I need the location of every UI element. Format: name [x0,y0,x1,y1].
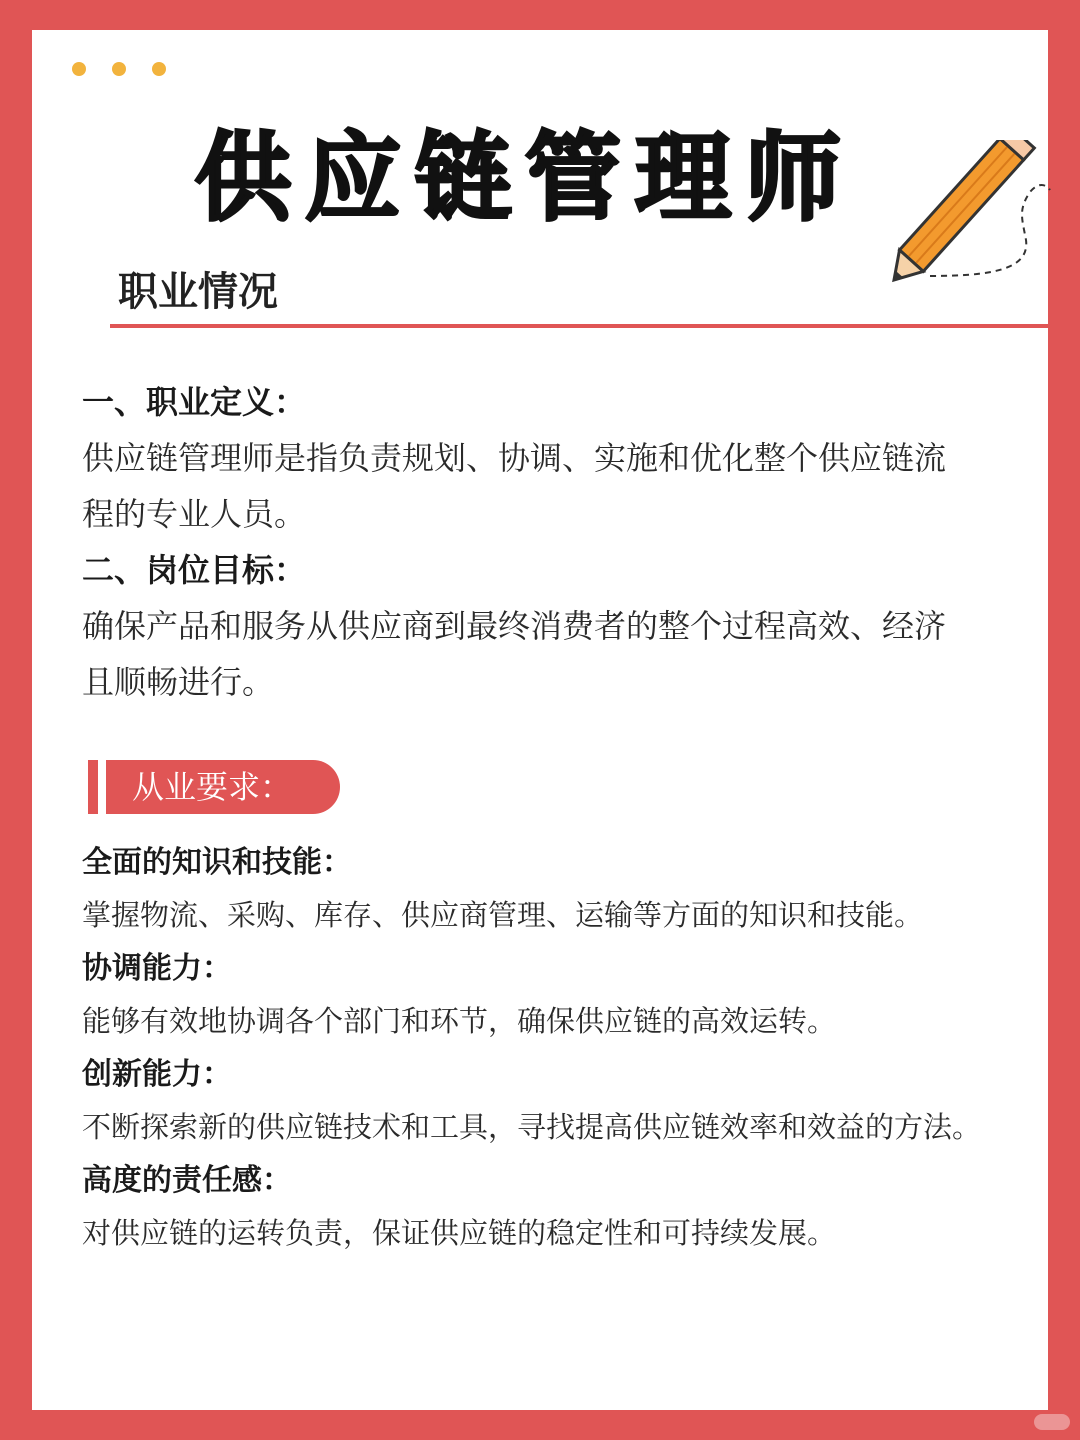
requirements-label: 从业要求： [106,760,340,814]
requirement-heading: 高度的责任感： [82,1163,292,1198]
requirement-heading: 创新能力： [82,1057,232,1092]
watermark-badge [1034,1414,1070,1430]
requirements-section [82,836,1022,1260]
section-heading: 二、岗位目标： [82,551,307,589]
pencil-icon [880,140,1060,300]
requirement-text: 掌握物流、采购、库存、供应商管理、运输等方面的知识和技能。 [82,898,924,932]
section-heading: 一、职业定义： [82,383,307,421]
page-title: 供应链管理师 [195,122,855,234]
section-text: 供应链管理师是指负责规划、协调、实施和优化整个供应链流程的专业人员。 [82,439,947,533]
requirement-text: 对供应链的运转负责，保证供应链的稳定性和可持续发展。 [82,1216,837,1250]
section-text: 确保产品和服务从供应商到最终消费者的整个过程高效、经济且顺畅进行。 [82,607,947,701]
requirement-text: 不断探索新的供应链技术和工具，寻找提高供应链效率和效益的方法。 [82,1110,982,1144]
requirement-text: 能够有效地协调各个部门和环节，确保供应链的高效运转。 [82,1004,837,1038]
dot-icon [152,62,166,76]
divider [110,324,1048,328]
requirement-heading: 全面的知识和技能： [82,845,352,880]
subheading: 职业情况 [118,269,278,315]
dot-icon [72,62,86,76]
dot-icon [112,62,126,76]
definition-section [82,374,1022,710]
label-accent-bar [88,760,98,814]
requirement-heading: 协调能力： [82,951,232,986]
